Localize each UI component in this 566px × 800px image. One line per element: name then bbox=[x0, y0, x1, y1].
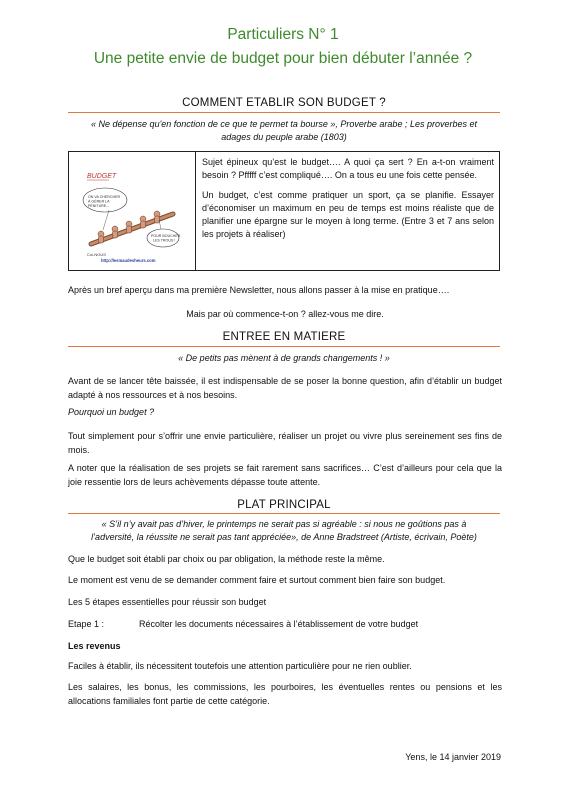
paragraph-moment: Le moment est venu de se demander comment faire et surtout comment bien faire son budget. bbox=[68, 575, 446, 585]
cartoon-url: http://lesmaudesheurs.com bbox=[101, 258, 156, 263]
document-title: Particuliers N° 1 bbox=[227, 26, 339, 43]
paragraph-par-ou-commencer: Mais par où commence-t-on ? allez-vous me dire. bbox=[186, 309, 384, 319]
box-text bbox=[202, 156, 494, 248]
section-rule bbox=[68, 513, 500, 514]
cartoon-caption: BUDGET bbox=[87, 173, 117, 180]
box-paragraph-1: Sujet épineux qu’est le budget…. A quoi ça sert ? En a-t-on vraiment besoin ? Pfffff c’est compliqué…. On a tous eu une fois cette pensée. bbox=[202, 157, 494, 180]
bubble-left-text: ON VA CHERCHER À GÉRER LA PÉNITURE... bbox=[88, 195, 121, 208]
section-quote-line2: l’adversité, la réussite ne serait pas tant appréciée», de Anne Bradstreet (Artiste, écrivain, Poète) bbox=[91, 532, 477, 542]
heading-revenus: Les revenus bbox=[68, 641, 121, 651]
paragraph-pourquoi: Pourquoi un budget ? bbox=[68, 407, 155, 417]
box-paragraph-2: Un budget, c’est comme pratiquer un sport, ça se planifie. Essayer d’économiser un maximum en peu de temps est moins réaliste que de planifier une épargne sur le moyen à long terme. (Entre 3 et 7 ans selon les projets à réaliser) bbox=[202, 190, 494, 239]
section-quote-line1: « Ne dépense qu'en fonction de ce que te permet ta bourse », Proverbe arabe ; Les proverbes et bbox=[91, 119, 477, 129]
section-heading-budget: COMMENT ETABLIR SON BUDGET ? bbox=[182, 97, 386, 109]
document-subtitle: Une petite envie de budget pour bien débuter l’année ? bbox=[93, 50, 473, 67]
paragraph-etapes: Les 5 étapes essentielles pour réussir son budget bbox=[68, 597, 267, 607]
footer-date: Yens, le 14 janvier 2019 bbox=[405, 752, 501, 762]
etape-label: Etape 1 : bbox=[68, 619, 105, 629]
intro-box bbox=[68, 151, 500, 271]
paragraph-methode: Que le budget soit établi par choix ou par obligation, la méthode reste la même. bbox=[68, 554, 385, 564]
budget-cartoon-illustration bbox=[73, 158, 191, 266]
bubble-right-text: POUR BOUCHER LES TROUS ! bbox=[151, 234, 181, 243]
section-heading-entree: ENTREE EN MATIERE bbox=[222, 331, 346, 343]
paragraph-faciles: Faciles à établir, ils nécessitent toutefois une attention particulière pour ne rien oublier. bbox=[68, 661, 412, 671]
section-quote-line2: adages du peuple arabe (1803) bbox=[221, 132, 347, 142]
section-heading-plat: PLAT PRINCIPAL bbox=[237, 499, 331, 511]
section-rule bbox=[68, 346, 500, 347]
section-quote: « De petits pas mènent à de grands changements ! » bbox=[178, 353, 390, 363]
paragraph-avant-de-se-lancer: Avant de se lancer tête baissée, il est indispensable de se poser la bonne question, afin d’établir un budget adapté à nos ressources et à nos besoins. bbox=[68, 376, 502, 400]
paragraph-salaires: Les salaires, les bonus, les commissions, les pourboires, les éventuelles rentes ou pensions et les allocations familiales font partie de cette catégorie. bbox=[68, 682, 502, 706]
paragraph-mise-en-pratique: Après un bref aperçu dans ma première Newsletter, nous allons passer à la mise en pratique…. bbox=[68, 285, 450, 295]
section-rule bbox=[68, 112, 500, 113]
etape-text: Récolter les documents nécessaires à l’établissement de votre budget bbox=[139, 619, 419, 629]
paragraph-tout-simplement: Tout simplement pour s’offrir une envie particulière, réaliser un projet ou vivre plus sereinement ses fins de mois. bbox=[68, 431, 502, 455]
section-quote-line1: « S’il n’y avait pas d’hiver, le printemps ne serait pas si agréable : si nous ne goûtions pas à bbox=[101, 519, 467, 529]
paragraph-a-noter: A noter que la réalisation de ses projets se fait rarement sans sacrifices… C’est d’ailleurs pour cela que la joie ressentie lors de leurs achèvements dépasse toute attente. bbox=[68, 463, 502, 487]
svg-text:Coi-NOUS: Coi-NOUS bbox=[87, 252, 106, 257]
box-divider bbox=[195, 152, 196, 270]
